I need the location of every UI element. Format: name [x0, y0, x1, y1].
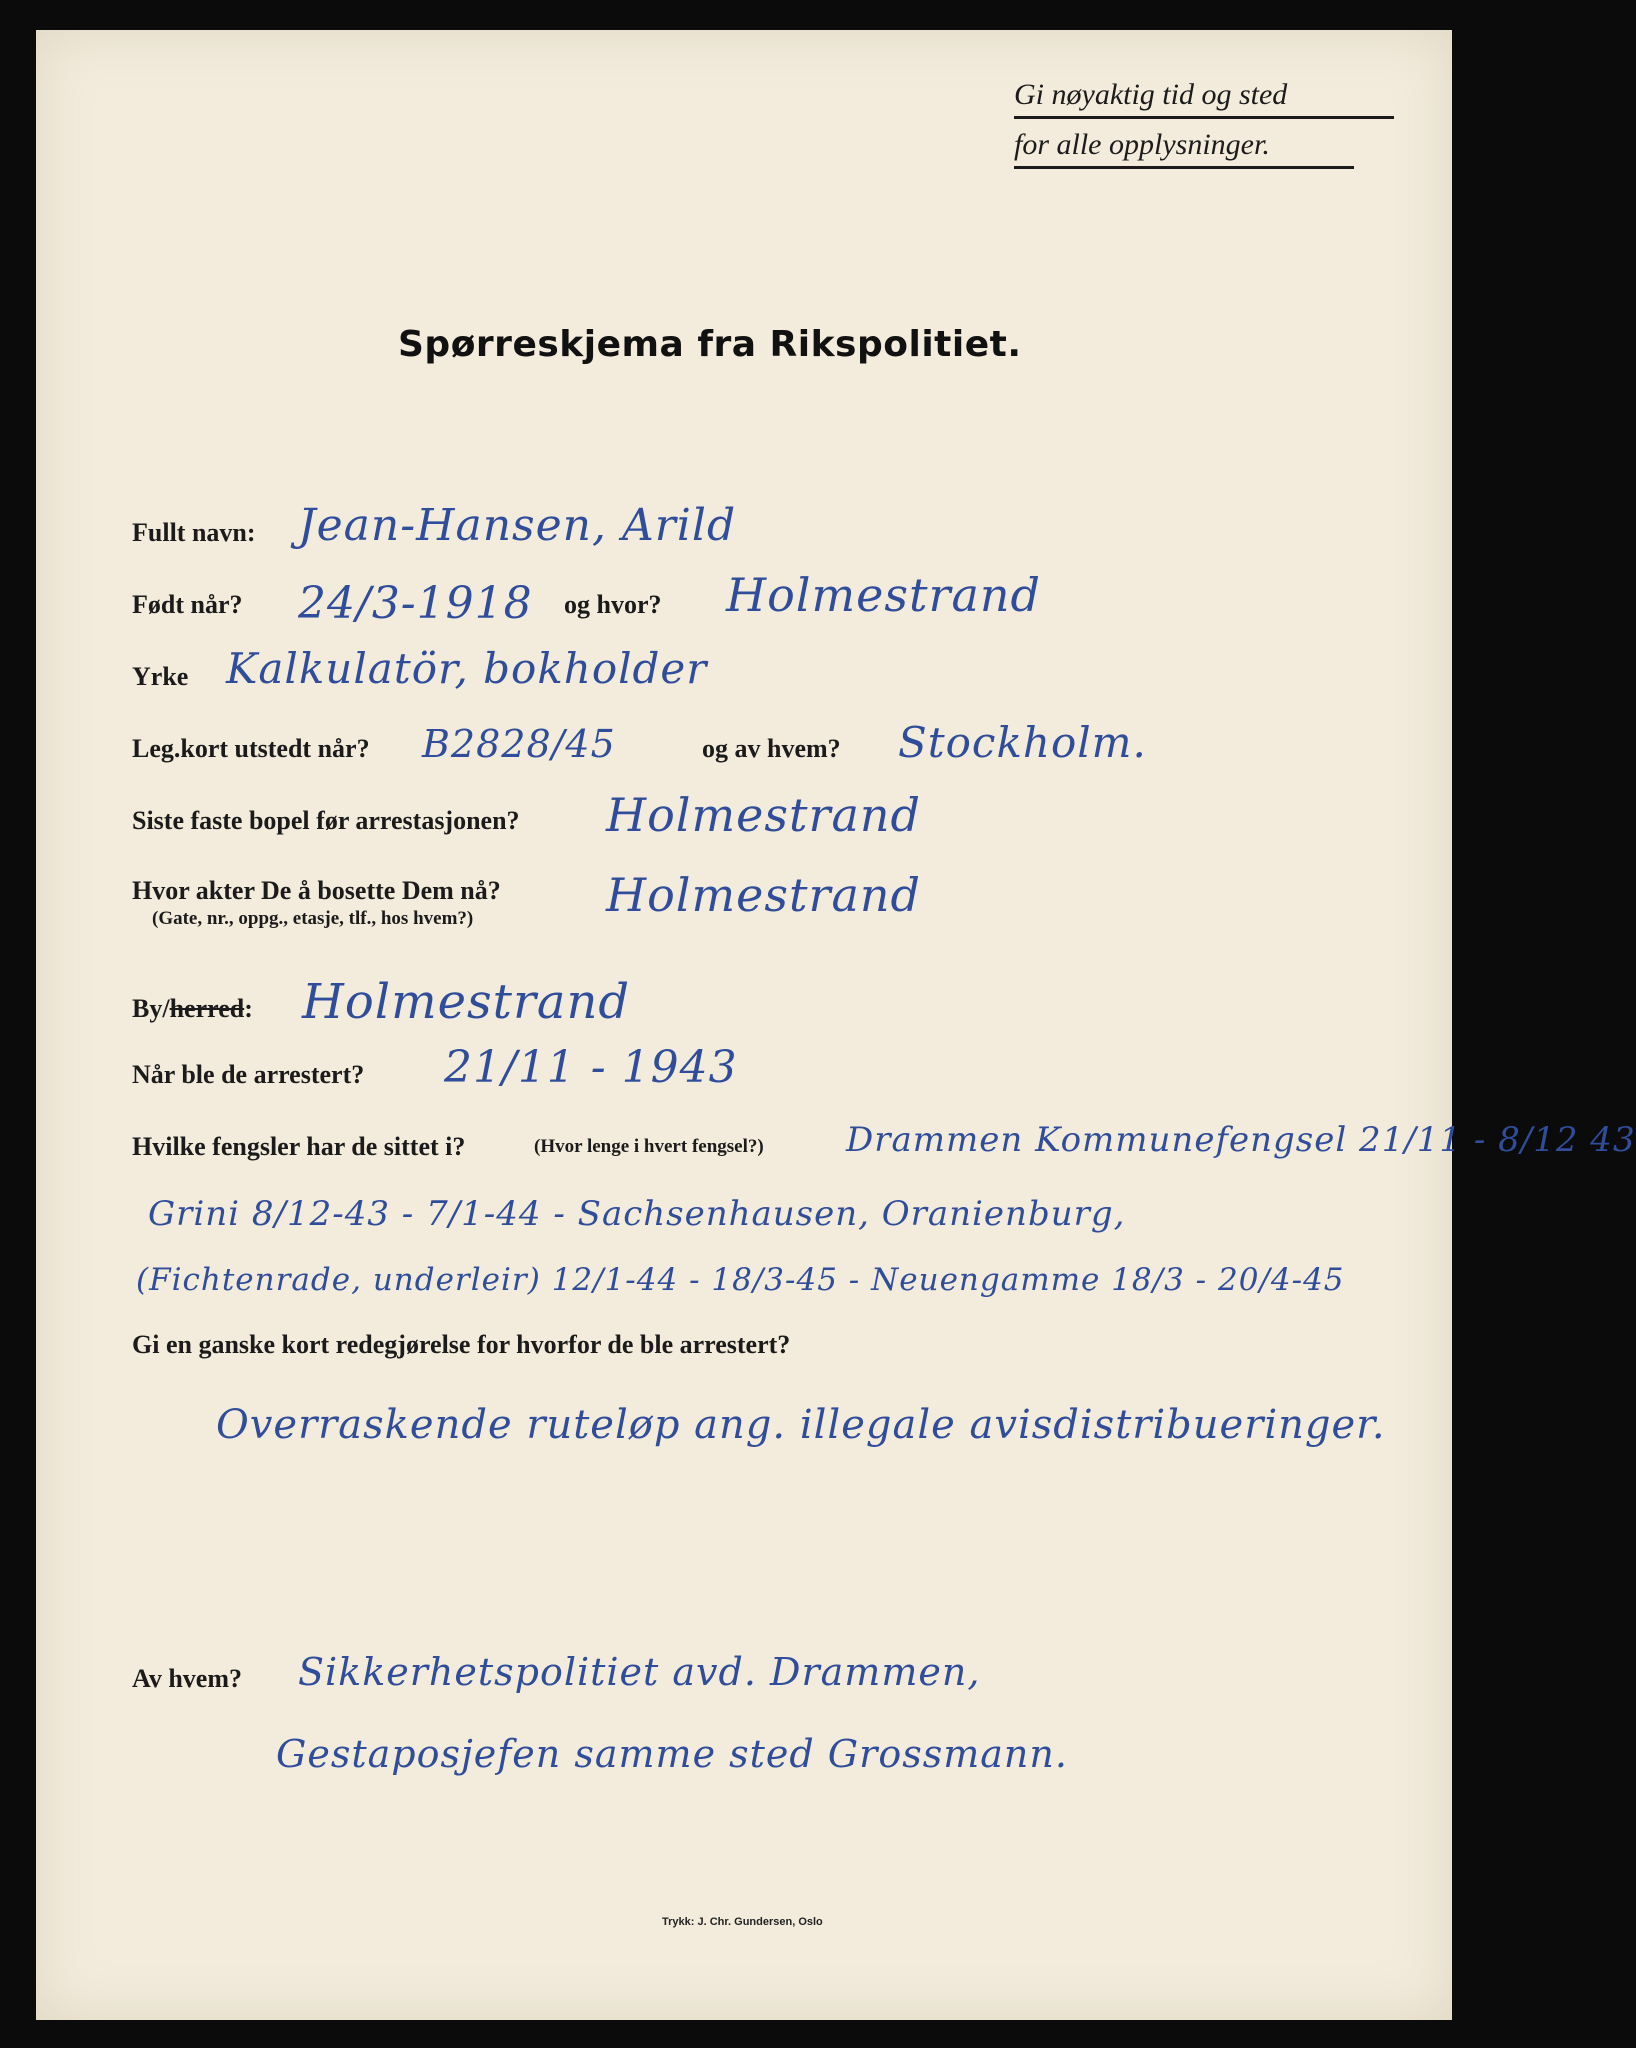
label-reason: Gi en ganske kort redegjørelse for hvorfor de ble arrestert? — [132, 1330, 791, 1359]
label-occupation: Yrke — [132, 662, 189, 691]
label-id-card: Leg.kort utstedt når? — [132, 734, 370, 763]
label-town-by: By/ — [132, 994, 170, 1023]
value-arrested: 21/11 - 1943 — [444, 1042, 738, 1093]
label-by-whom: Av hvem? — [132, 1664, 243, 1693]
value-id-card-by: Stockholm. — [898, 718, 1147, 767]
value-prisons-line-3: (Fichtenrade, underleir) 12/1-44 - 18/3-45 - Neuengamme 18/3 - 20/4-45 — [136, 1262, 1345, 1298]
notice-rule-1 — [1014, 116, 1394, 119]
value-reason: Overraskende ruteløp ang. illegale avisdistribueringer. — [216, 1402, 1386, 1448]
value-town: Holmestrand — [302, 974, 631, 1030]
label-town — [132, 994, 253, 1024]
label-id-card-by: og av hvem? — [702, 734, 841, 763]
value-last-home: Holmestrand — [606, 788, 921, 842]
label-prisons-sub: (Hvor lenge i hvert fengsel?) — [534, 1136, 764, 1157]
value-occupation: Kalkulatör, bokholder — [226, 644, 708, 693]
label-last-home: Siste faste bopel før arrestasjonen? — [132, 806, 520, 835]
value-prisons-line-1: Drammen Kommunefengsel 21/11 - 8/12 43 — [846, 1120, 1636, 1160]
label-born-when: Født når? — [132, 590, 243, 619]
label-prisons: Hvilke fengsler har de sittet i? — [132, 1132, 466, 1161]
notice-rule-2 — [1014, 166, 1354, 169]
value-id-card: B2828/45 — [422, 722, 616, 766]
notice-line-2: for alle opplysninger. — [1014, 128, 1270, 161]
value-prisons-line-2: Grini 8/12-43 - 7/1-44 - Sachsenhausen, Oranienburg, — [148, 1194, 1126, 1234]
label-settle: Hvor akter De å bosette Dem nå? — [132, 876, 501, 905]
label-settle-sub: (Gate, nr., oppg., etasje, tlf., hos hvem?) — [152, 908, 474, 929]
value-by-whom-line-1: Sikkerhetspolitiet avd. Drammen, — [298, 1650, 981, 1694]
value-settle: Holmestrand — [606, 868, 921, 922]
value-full-name: Jean-Hansen, Arild — [298, 500, 737, 551]
label-full-name: Fullt navn: — [132, 518, 256, 547]
printer-imprint: Trykk: J. Chr. Gundersen, Oslo — [662, 1916, 823, 1928]
value-by-whom-line-2: Gestaposjefen samme sted Grossmann. — [276, 1732, 1068, 1776]
label-born-where: og hvor? — [564, 590, 662, 619]
form-title: Spørreskjema fra Rikspolitiet. — [398, 324, 1022, 365]
value-born-when: 24/3-1918 — [298, 578, 533, 629]
label-town-colon: : — [244, 994, 253, 1023]
value-born-where: Holmestrand — [726, 568, 1041, 622]
form-sheet — [36, 30, 1636, 2020]
label-town-herred: herred — [169, 994, 245, 1023]
label-arrested: Når ble de arrestert? — [132, 1060, 365, 1089]
notice-line-1: Gi nøyaktig tid og sted — [1014, 78, 1288, 111]
